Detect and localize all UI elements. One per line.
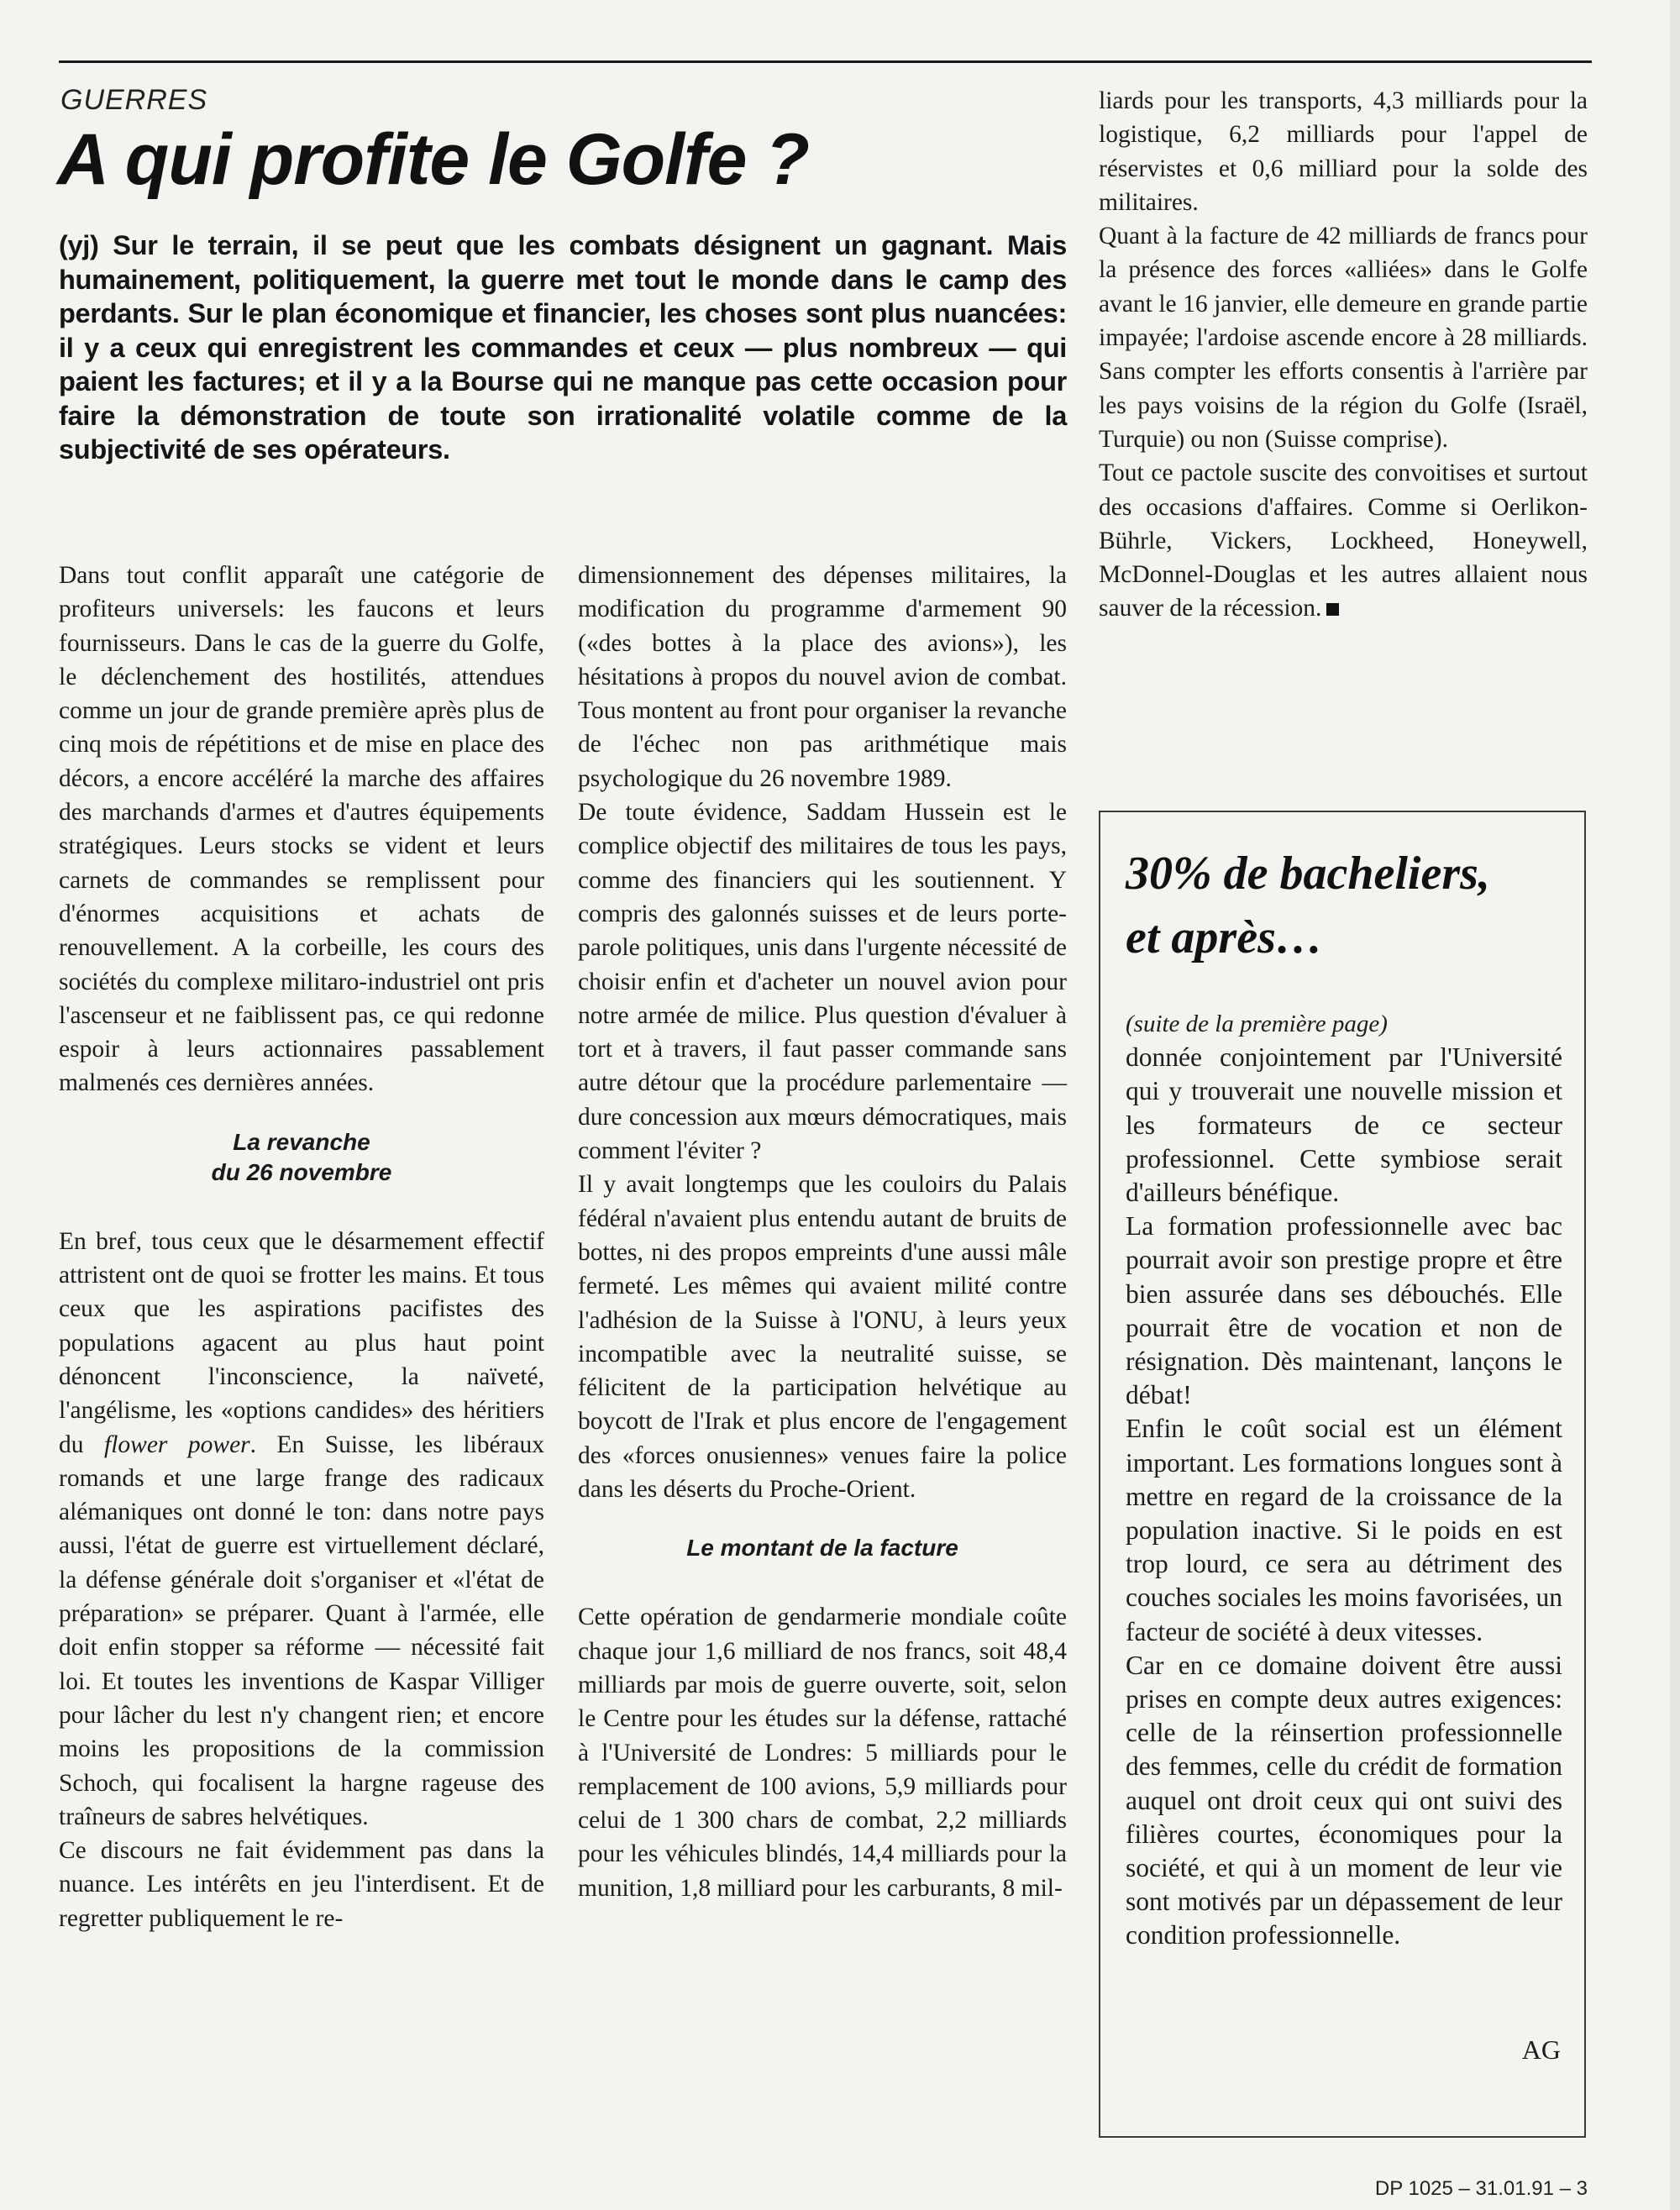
paragraph: donnée conjointement par l'Université qui y trouverait une nouvelle mission et les formateurs de ce secteur professionnel. Cette symbiose serait d'ailleurs bénéfique. <box>1126 1042 1562 1208</box>
paragraph-text: En bref, tous ceux que le désarmement effectif attristent ont de quoi se frotter les mains. Et tous ceux que les aspirations pacifistes des populations agacent au plus haut point dénoncent l'inconscience, la naïveté, l'angélisme, les «options candides» des héritiers du <box>59 1227 544 1458</box>
paragraph <box>1099 456 1588 625</box>
end-of-article-icon <box>1326 603 1339 616</box>
continued-note: (suite de la première page) <box>1126 1011 1388 1037</box>
sidebar-body <box>1126 1007 1562 1953</box>
sidebar-box <box>1099 811 1586 2138</box>
paragraph: Dans tout conflit apparaît une catégorie de profiteurs universels: les faucons et leurs fournisseurs. Dans le cas de la guerre du Golfe, le déclenchement des hostilités, attendues comme un jour de grande première après plus de cinq mois de répétitions et de mise en place des décors, a encore accéléré la marche des affaires des marchands d'armes et d'autres équipements stratégiques. Leurs stocks se vident et leurs carnets de commandes se remplissent pour d'énormes acquisitions et achats de renouvellement. A la corbeille, les cours des sociétés du complexe militaro-industriel ont pris l'ascenseur et ne faiblissent pas, ce qui redonne espoir à leurs actionnaires passablement malmenés ces dernières années. <box>59 562 544 1097</box>
subheading-facture: Le montant de la facture <box>686 1535 958 1562</box>
sidebar-title <box>1126 842 1490 969</box>
paragraph: Il y avait longtemps que les couloirs du Palais fédéral n'avaient plus entendu autant de bruits de bottes, ni des propos empreints d'une aussi mâle fermeté. Les mêmes qui avaient milité contre l'adhésion de la Suisse à l'ONU, à leurs yeux incompatible avec la neutralité suisse, se félicitent de la participation helvétique au boycott de l'Irak et plus encore de l'engagement des «forces onusiennes» venues faire la police dans les déserts du Proche-Orient. <box>578 1171 1067 1504</box>
paragraph: De toute évidence, Saddam Hussein est le complice objectif des militaires de tous les pays, comme des financiers qui les soutiennent. Y compris des galonnés suisses et de leurs porte-parole politiques, unis dans l'urgente nécessité de choisir enfin et d'acheter un nouvel avion pour notre armée de milice. Plus question d'évaluer à tort et à travers, il faut passer commande sans autre détour que la procédure parlementaire — dure concession aux mœurs démocratiques, mais comment l'éviter ? <box>578 799 1067 1165</box>
paragraph: La formation professionnelle avec bac pourrait avoir son prestige propre et être bien assurée dans ses débouchés. Elle pourrait être de vocation et non de résignation. Dès maintenant, lançons le débat! <box>1126 1211 1562 1410</box>
sidebar-title-line: 30% de bacheliers, <box>1126 848 1490 900</box>
paragraph: liards pour les transports, 4,3 milliards pour la logistique, 6,2 milliards pour l'appel de réservistes et 0,6 milliard pour la solde des militaires. <box>1099 87 1588 216</box>
paragraph <box>59 1225 544 1834</box>
paragraph: Cette opération de gendarmerie mondiale coûte chaque jour 1,6 milliard de nos francs, soit 48,4 milliards par mois de guerre ouverte, soit, selon le Centre pour les études sur la défense, rattaché à l'Université de Londres: 5 milliards pour le remplacement de 100 avions, 5,9 milliards pour celui de 1 300 chars de combat, 2,2 milliards pour les véhicules blindés, 14,4 milliards pour la munition, 1,8 milliard pour les carburants, 8 mil- <box>578 1604 1067 1902</box>
page-edge <box>1670 0 1680 2210</box>
paragraph-text: Tout ce pactole suscite des convoitises et surtout des occasions d'affaires. Comme si Oerlikon-Bührle, Vickers, Lockheed, Honeywell, McDonnel-Douglas et les autres allaient nous sauver de la récession. <box>1099 459 1588 622</box>
paragraph: Car en ce domaine doivent être aussi prises en compte deux autres exigences: celle de la réinsertion professionnelle des femmes, celle du crédit de formation auquel ont droit ceux qui ont suivi des filières courtes, économiques pour la société, et qui à un moment de leur vie sont motivés par un dépassement de leur condition professionnelle. <box>1126 1650 1562 1950</box>
article-column-3 <box>1099 84 1588 626</box>
paragraph: dimensionnement des dépenses militaires, la modification du programme d'armement 90 («des bottes à la place des avions»), les hésitations à propos du nouvel avion de combat. Tous montent au front pour organiser la revanche de l'échec non pas arithmétique mais psychologique du 26 novembre 1989. <box>578 562 1067 792</box>
sidebar-signature: AG <box>1521 2034 1561 2065</box>
page-folio: DP 1025 – 31.01.91 – 3 <box>1374 2177 1588 2200</box>
article-lead: (yj) Sur le terrain, il se peut que les combats désignent un gagnant. Mais humainement, politiquement, la guerre met tout le monde dans le camp des perdants. Sur le plan économique et financier, les choses sont plus nuancées: il y a ceux qui enregistrent les commandes et ceux — plus nombreux — qui paient les factures; et il y a la Bourse qui ne manque pas cette occasion pour faire la démonstration de toute son irrationalité volatile comme de la subjectivité de ses opérateurs. <box>59 230 1067 465</box>
paragraph: Ce discours ne fait évidemment pas dans la nuance. Les intérêts en jeu l'interdisent. Et de regretter publiquement le re- <box>59 1837 544 1932</box>
paragraph: Quant à la facture de 42 milliards de francs pour la présence des forces «alliées» dans le Golfe avant le 16 janvier, elle demeure en grande partie impayée; l'ardoise ascende encore à 28 milliards. Sans compter les efforts consentis à l'arrière par les pays voisins de la région du Golfe (Israël, Turquie) ou non (Suisse comprise). <box>1099 223 1588 453</box>
paragraph-text: . En Suisse, les libéraux romands et une large frange des radicaux alémaniques ont donné le ton: dans notre pays aussi, l'état de guerre est virtuellement déclaré, la défense générale doit s'organiser et «l'état de préparation» se préparer. Quant à l'armée, elle doit enfin stopper sa réforme — nécessité fait loi. Et toutes les inventions de Kaspar Villiger pour lâcher du lest n'y changent rien; et encore moins les propositions de la commission Schoch, qui focalisent la hargne rageuse des traîneurs de sabres helvétiques. <box>59 1430 544 1830</box>
article-headline: A qui profite le Golfe ? <box>57 119 809 200</box>
article-column-1 <box>59 559 544 1935</box>
subheading-line: du 26 novembre <box>211 1158 392 1185</box>
subheading-revanche <box>59 1127 544 1188</box>
top-rule <box>59 60 1592 63</box>
subheading-line: La revanche <box>233 1128 370 1155</box>
article-column-2 <box>578 559 1067 1905</box>
sidebar-title-line: et après… <box>1126 911 1323 963</box>
italic-term: flower power <box>104 1430 250 1458</box>
paragraph: Enfin le coût social est un élément important. Les formations longues sont à mettre en regard de la croissance de la population inactive. Si le poids en est trop lourd, ce sera au détriment des couches sociales les moins favorisées, un facteur de société à deux vitesses. <box>1126 1414 1562 1646</box>
section-kicker: GUERRES <box>60 84 208 116</box>
